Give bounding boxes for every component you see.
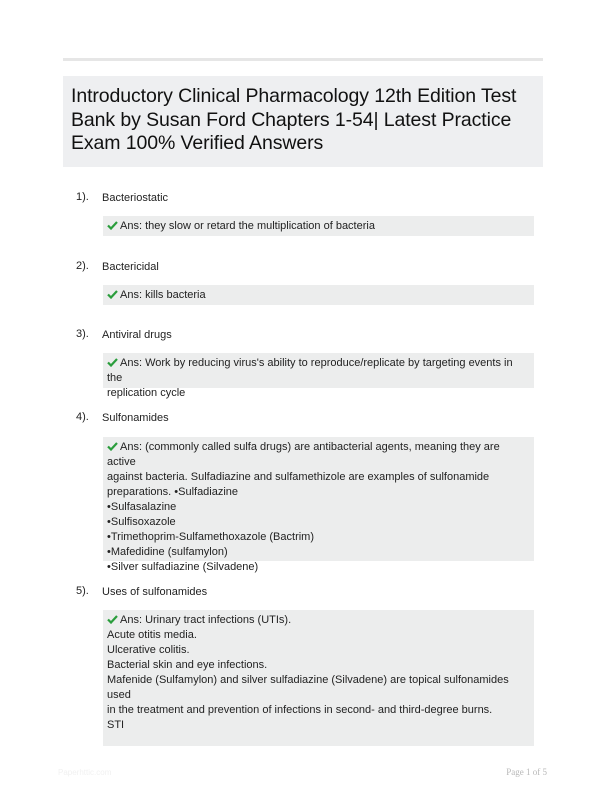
answer-line: Ans: kills bacteria (120, 289, 206, 301)
question-term: Bacteriostatic (102, 192, 169, 204)
answer-box (103, 216, 534, 236)
page-title: Introductory Clinical Pharmacology 12th Edition Test Bank by Susan Ford Chapters 1-54| Latest Practice Exam 100% Verified Answers (71, 85, 517, 154)
checkmark-icon (107, 440, 118, 455)
answer-line: Ans: Work by reducing virus's ability to reproduce/replicate by targeting events in the (107, 357, 513, 384)
answer-line: against bacteria. Sulfadiazine and sulfamethizole are examples of sulfonamide (107, 471, 490, 483)
question-number: 1). (76, 191, 89, 203)
question-term: Sulfonamides (102, 412, 169, 424)
question-number: 4). (76, 411, 89, 423)
answer-line: Ans: (commonly called sulfa drugs) are antibacterial agents, meaning they are active (107, 441, 500, 468)
question-term: Uses of sulfonamides (102, 586, 208, 598)
answer-box (103, 437, 534, 573)
answer-line: Ans: they slow or retard the multiplication of bacteria (120, 220, 375, 232)
answer-box (103, 285, 534, 305)
question-number: 2). (76, 260, 89, 272)
answer-line: •Sulfasalazine (107, 501, 177, 513)
answer-line: replication cycle (107, 387, 186, 399)
answer-line: STI (107, 719, 125, 731)
checkmark-icon (107, 219, 118, 234)
answer-line: Ulcerative colitis. (107, 644, 190, 656)
answer-line: •Trimethoprim-Sulfamethoxazole (Bactrim) (107, 531, 314, 543)
answer-line: preparations. •Sulfadiazine (107, 486, 239, 498)
question-term: Bactericidal (102, 261, 159, 273)
checkmark-icon (107, 288, 118, 303)
answer-box (103, 353, 534, 399)
question-number: 3). (76, 328, 89, 340)
answer-line: in the treatment and prevention of infections in second- and third-degree burns. (107, 704, 493, 716)
question-number: 5). (76, 585, 89, 597)
checkmark-icon (107, 356, 118, 371)
title-box (63, 76, 543, 167)
answer-box (103, 610, 534, 746)
checkmark-icon (107, 613, 118, 628)
answer-line: •Sulfisoxazole (107, 516, 176, 528)
answer-line: •Silver sulfadiazine (Silvadene) (107, 561, 259, 573)
question-term: Antiviral drugs (102, 329, 172, 341)
page-number: Page 1 of 5 (506, 767, 547, 777)
answer-line: Bacterial skin and eye infections. (107, 659, 268, 671)
answer-line: Ans: Urinary tract infections (UTIs). (120, 614, 292, 626)
answer-line: •Mafedidine (sulfamylon) (107, 546, 228, 558)
answer-line: Mafenide (Sulfamylon) and silver sulfadiazine (Silvadene) are topical sulfonamides used (107, 674, 509, 701)
answer-line: Acute otitis media. (107, 629, 197, 641)
top-divider (63, 58, 543, 61)
footer-site: Paperhttic.com (58, 768, 112, 777)
